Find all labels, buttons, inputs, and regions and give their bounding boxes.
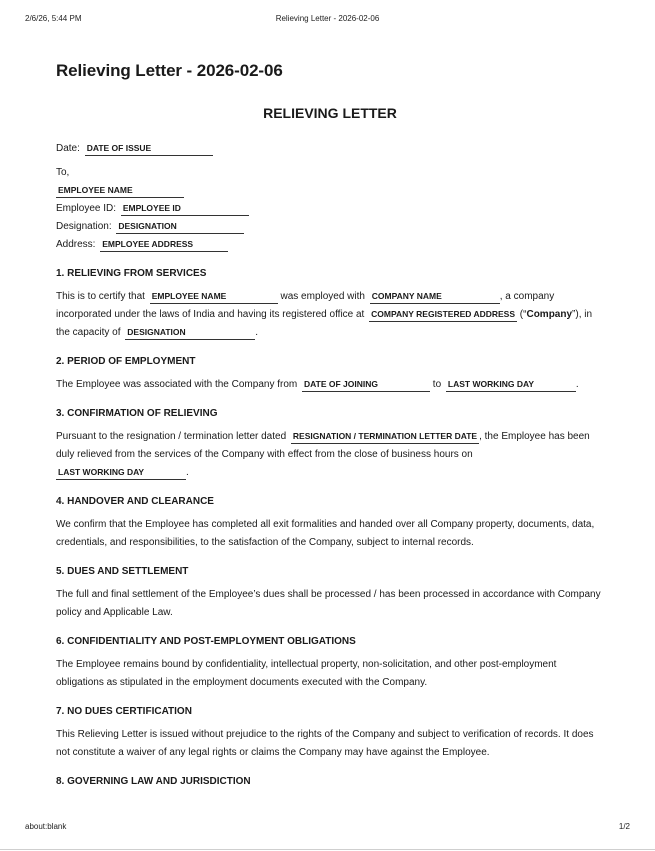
- section-1-employee-name-field: EMPLOYEE NAME: [150, 290, 278, 304]
- address-field: EMPLOYEE ADDRESS: [100, 238, 228, 252]
- section-1-company-term: Company: [526, 309, 573, 320]
- section-1-text-a: This is to certify that: [56, 291, 145, 302]
- section-1-text-d: (“: [517, 309, 527, 320]
- section-8-title: 8. GOVERNING LAW AND JURISDICTION: [56, 776, 251, 787]
- section-3-last-day-field: LAST WORKING DAY: [56, 466, 186, 480]
- print-page-number: 1/2: [618, 822, 630, 831]
- section-2-title: 2. PERIOD OF EMPLOYMENT: [56, 356, 196, 367]
- section-3-text-b: , the Employee has been duly relieved from the services of the Company with effect from the close of business hours on: [56, 431, 590, 460]
- section-3-text-a: Pursuant to the resignation / termination letter dated: [56, 431, 287, 442]
- section-5-body: The full and final settlement of the Employee’s dues shall be processed / has been processed in accordance with Company policy and Applicable Law.: [56, 589, 601, 618]
- section-1-text-c: , a company incorporated under the laws of India and having its registered office at: [56, 291, 555, 320]
- section-1-title: 1. RELIEVING FROM SERVICES: [56, 268, 207, 279]
- section-1-designation-field: DESIGNATION: [125, 326, 255, 340]
- document-body: [56, 58, 604, 796]
- section-1-text-b: was employed with: [280, 291, 365, 302]
- section-5-title: 5. DUES AND SETTLEMENT: [56, 566, 189, 577]
- address-line: [56, 236, 604, 254]
- page-edge-divider: [0, 849, 655, 850]
- section-1-registered-address-field: COMPANY REGISTERED ADDRESS: [369, 308, 517, 322]
- section-2-text-b: to: [432, 379, 442, 390]
- employee-id-line: [56, 200, 604, 218]
- section-3-body: [56, 428, 604, 482]
- letter-title: RELIEVING LETTER: [263, 105, 397, 121]
- employee-id-label: Employee ID:: [56, 203, 117, 214]
- section-6-title: 6. CONFIDENTIALITY AND POST-EMPLOYMENT OBLIGATIONS: [56, 636, 356, 647]
- designation-label: Designation:: [56, 221, 112, 232]
- section-4-title: 4. HANDOVER AND CLEARANCE: [56, 496, 214, 507]
- designation-field: DESIGNATION: [116, 220, 244, 234]
- section-1-body: [56, 288, 604, 342]
- to-label: To,: [56, 167, 70, 178]
- designation-line: [56, 218, 604, 236]
- section-1-text-f: .: [255, 327, 259, 338]
- date-field: DATE OF ISSUE: [85, 142, 213, 156]
- section-1-company-name-field: COMPANY NAME: [370, 290, 500, 304]
- section-2-joining-date-field: DATE OF JOINING: [302, 378, 430, 392]
- section-2-last-day-field: LAST WORKING DAY: [446, 378, 576, 392]
- section-3-letter-date-field: RESIGNATION / TERMINATION LETTER DATE: [291, 430, 479, 444]
- employee-name-field: EMPLOYEE NAME: [56, 184, 184, 198]
- section-4-body: We confirm that the Employee has completed all exit formalities and handed over all Company property, documents, data, credentials, and responsibilities, to the satisfaction of the Company, subject to internal records.: [56, 519, 595, 548]
- section-6-body: The Employee remains bound by confidentiality, intellectual property, non-solicitation, and other post-employment obligations as stipulated in the employment documents executed with the Company.: [56, 659, 557, 688]
- section-2-text-c: .: [575, 379, 579, 390]
- section-7-body: This Relieving Letter is issued without prejudice to the rights of the Company and subject to verification of records. It does not constitute a waiver of any legal rights or claims the Company may have against the Employee.: [56, 729, 594, 758]
- address-label: Address:: [56, 239, 96, 250]
- section-2-text-a: The Employee was associated with the Company from: [56, 379, 298, 390]
- date-line: [56, 140, 604, 158]
- employee-id-field: EMPLOYEE ID: [121, 202, 249, 216]
- print-page-title: Relieving Letter - 2026-02-06: [275, 14, 380, 23]
- section-2-body: [56, 376, 604, 394]
- document-heading: Relieving Letter - 2026-02-06: [56, 61, 283, 80]
- section-7-title: 7. NO DUES CERTIFICATION: [56, 706, 192, 717]
- date-label: Date:: [56, 143, 80, 154]
- print-timestamp: 2/6/26, 5:44 PM: [25, 14, 82, 23]
- section-3-title: 3. CONFIRMATION OF RELIEVING: [56, 408, 218, 419]
- section-3-text-c: .: [186, 467, 189, 478]
- print-url: about:blank: [25, 822, 67, 831]
- employee-name-line: [56, 182, 604, 200]
- section-1-text-e: ”), in the capacity of: [56, 309, 593, 338]
